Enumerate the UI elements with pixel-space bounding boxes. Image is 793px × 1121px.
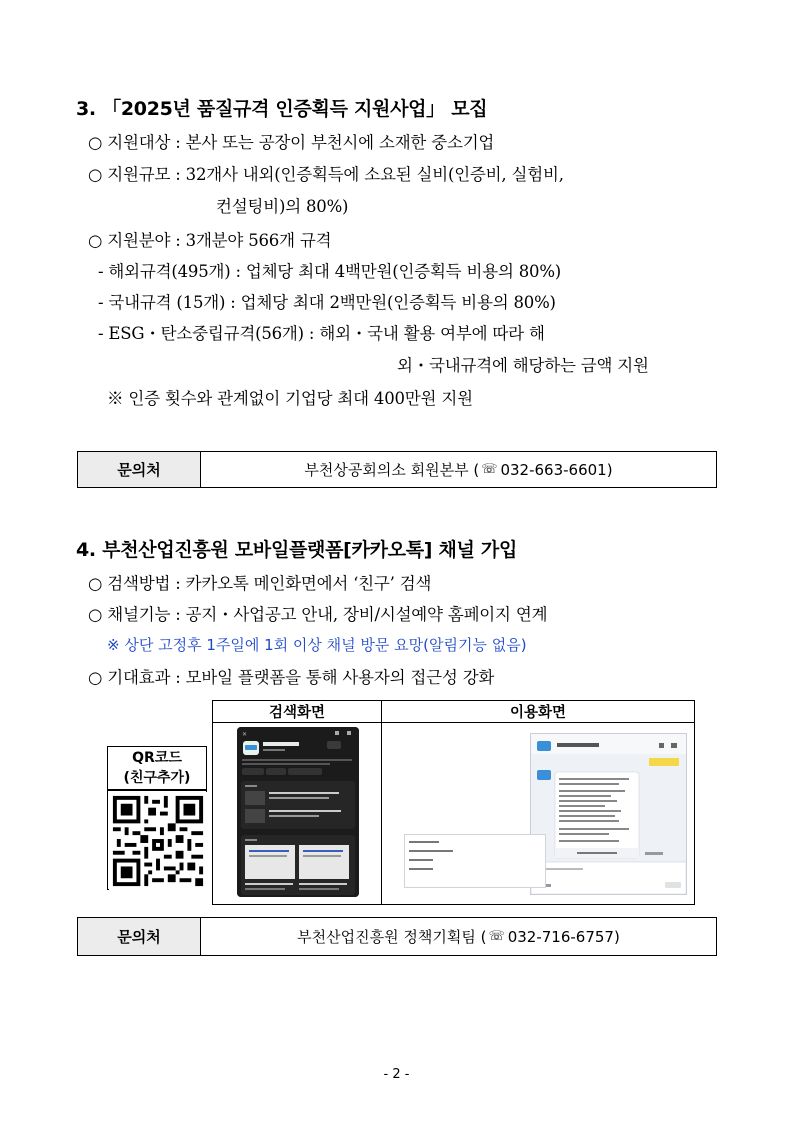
section3-domestic: - 국내규격 (15개) : 업체당 최대 2백만원(인증획득 비용의 80%) [98, 293, 556, 312]
contact-org: 부천산업진흥원 정책기획팀 ( [297, 928, 487, 946]
section3-field: ○ 지원분야 : 3개분야 566개 규격 [88, 231, 332, 250]
column-divider [381, 701, 382, 904]
search-screen-image [237, 727, 359, 897]
section3-esg-line1: - ESG・탄소중립규격(56개) : 해외・국내 활용 여부에 따라 해 [98, 324, 545, 343]
contact-value [201, 918, 716, 955]
section4-expected-effect: ○ 기대효과 : 모바일 플랫폼을 통해 사용자의 접근성 강화 [88, 668, 495, 687]
contact-value [201, 452, 716, 487]
contact-number: 032-716-6757) [507, 927, 620, 946]
phone-icon: ☏ [488, 929, 505, 944]
section4-heading: 4. 부천산업진흥원 모바일플랫폼[카카오톡] 채널 가입 [76, 539, 517, 561]
section4-blue-note: ※ 상단 고정후 1주일에 1회 이상 채널 방문 요망(알림기능 없음) [107, 636, 527, 654]
contact-label: 문의처 [78, 452, 201, 487]
section3-esg-line2: 외・국내규격에 해당하는 금액 지원 [397, 356, 649, 375]
section3-target: ○ 지원대상 : 본사 또는 공장이 부천시에 소재한 중소기업 [88, 133, 495, 152]
qr-code-image [107, 790, 207, 890]
contact-org: 부천상공회의소 회원본부 ( [304, 461, 480, 479]
page-number: - 2 - [383, 1067, 410, 1082]
section3-overseas: - 해외규격(495개) : 업체당 최대 4백만원(인증획득 비용의 80%) [98, 262, 562, 281]
phone-icon: ☏ [481, 462, 498, 477]
section4-contact-box [77, 917, 717, 956]
section3-contact-box [77, 451, 717, 488]
section3-scale-line1: ○ 지원규모 : 32개사 내외(인증획득에 소요된 실비(인증비, 실험비, [88, 165, 564, 184]
section3-heading: 3. 「2025년 품질규격 인증획득 지원사업」 모집 [76, 98, 488, 120]
section3-scale-line2: 컨설팅비)의 80%) [216, 197, 349, 216]
svg-text:✕: ✕ [242, 731, 248, 738]
contact-label: 문의처 [78, 918, 201, 955]
use-screen-header: 이용화면 [382, 701, 694, 723]
section3-note: ※ 인증 횟수와 관계없이 기업당 최대 400만원 지원 [107, 389, 473, 408]
search-screen-header: 검색화면 [213, 701, 381, 723]
qr-label: QR코드 (친구추가) [107, 746, 207, 790]
menu-overlay-image [404, 834, 546, 888]
use-screen-image [530, 733, 687, 895]
section4-channel-function: ○ 채널기능 : 공지・사업공고 안내, 장비/시설예약 홈페이지 연계 [88, 605, 548, 624]
contact-number: 032-663-6601) [500, 460, 613, 479]
section4-search-method: ○ 검색방법 : 카카오톡 메인화면에서 ‘친구’ 검색 [88, 574, 432, 593]
